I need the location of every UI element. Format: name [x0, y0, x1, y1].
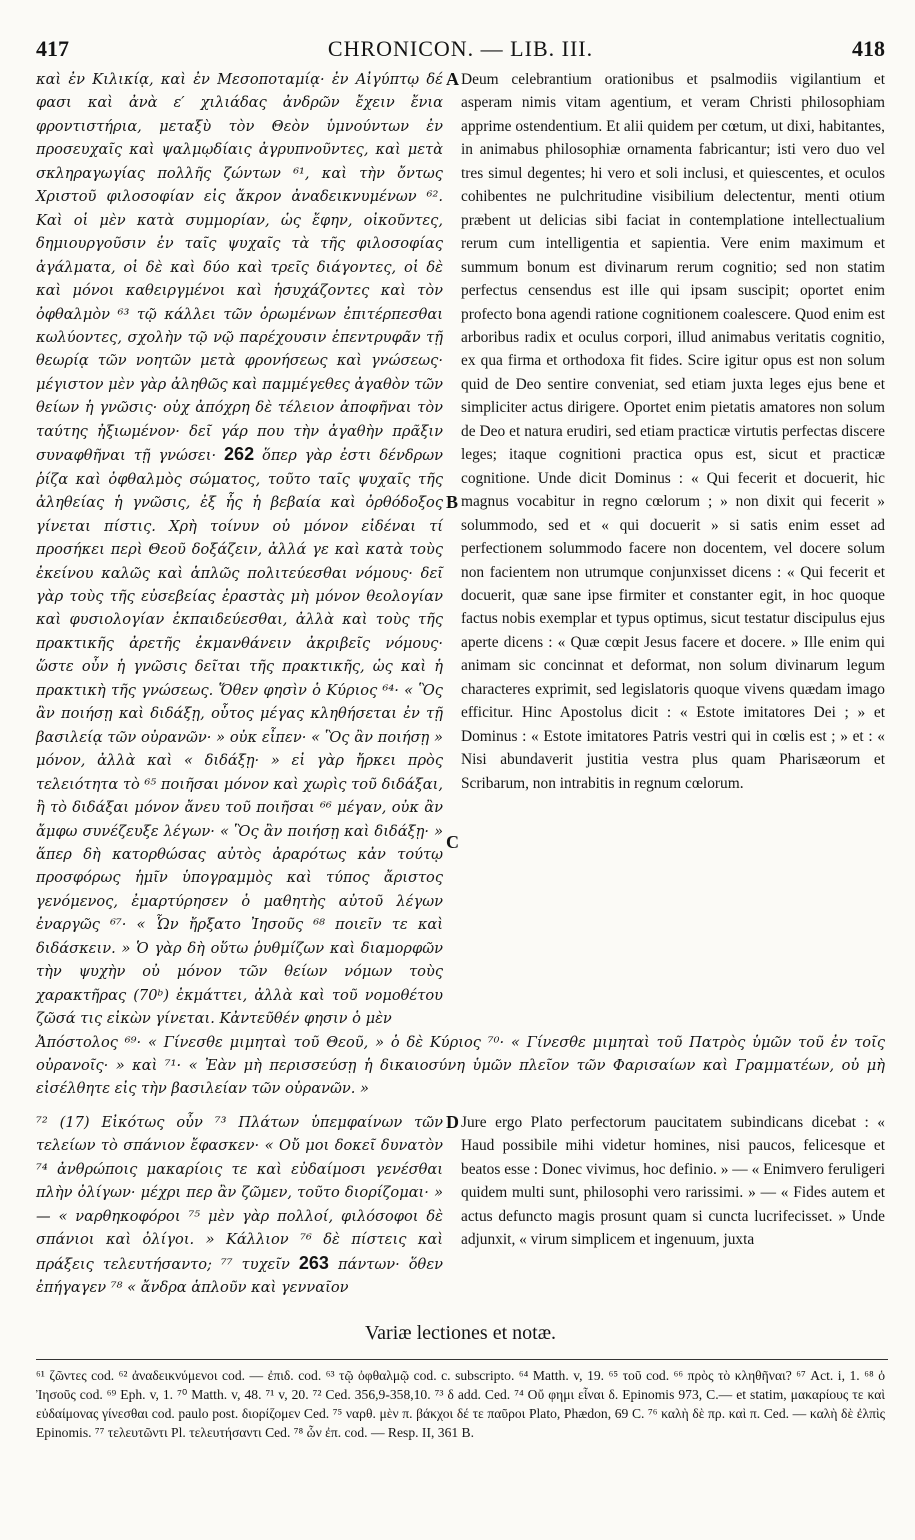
greek-text-b: ὅπερ γὰρ ἐστι δένδρων ῥίζα καὶ ὀφθαλμὸς σώματος, τοῦτο ταῖς ψυχαῖς τῆς ἀληθείας ἡ γνῶσις, ἐξ ἧς ἡ βεβαία καὶ ὀρθόδοξος γίνεται πίστις. Χρὴ τοίνυν οὐ μόνον εἰδέναι τί προσήκει περὶ Θεοῦ δοξάζειν, ἀλλά γε καὶ κατὰ τοὺς ἐκείνου καλῶς καὶ ἁπλῶς πολιτεύεσθαι νόμους· δεῖ γὰρ τοὺς τῆς εὐσεβείας ἐραστὰς μὴ μόνον θεολογίαν καὶ φυσιολογίαν ἐκπαιδεύεσθαι, ἀλλὰ καὶ τοὺς τῆς πρακτικῆς ἀρετῆς ἐκμανθάνειν ἀκριβεῖς νόμους· ὥστε οὖν ἡ γνῶσις δεῖται τῆς πρακτικῆς, ὡς καὶ ἡ πρακτικὴ τῆς γνώσεως. Ὅθεν φησὶν ὁ Κύριος ⁶⁴· « Ὃς ἂν ποιήσῃ καὶ διδάξῃ, οὗτος μέγας κληθήσεται ἐν τῇ βασιλείᾳ τῶν οὐρανῶν· » οὐκ εἶπεν· « Ὃς ἂν ποιήσῃ » μόνον, ἀλλὰ καὶ « διδάξῃ· » εἰ γὰρ ἤρκει πρὸς τελειότητα τὸ ⁶⁵ ποιῆσαι μόνον καὶ χωρὶς τοῦ διδάξαι, ἢ τὸ διδάξαι μόνον ἄνευ τοῦ ποιῆσαι ⁶⁶ μέγαν, οὐκ ἂν ἄμφω συνέζευξε λέγων· « Ὃς ἂν ποιήσῃ καὶ διδάξῃ· » ἅπερ δὴ κατορθώσας αὐτὸς ἀραρότως κἀν τούτῳ προσφόρως ἡμῖν ὑπογραμμὸς καὶ τύπος ἄριστος γενόμενος, ἐμαρτύρησεν ὁ μαθητὴς αὐτοῦ λέγων ἐναργῶς ⁶⁷· « Ὧν ἤρξατο Ἰησοῦς ⁶⁸ ποιεῖν τε καὶ διδάσκειν. » Ὁ γὰρ δὴ οὕτω ῥυθμίζων καὶ διαμορφῶν τὴν ψυχὴν οὐ μόνον τῶν θείων νόμων τοὺς χαρακτῆρας (70ᵇ) ἐκμάττει, ἀλλὰ καὶ τοῦ νομοθέτου ζῶσά τις εἰκὼν γίνεται. Κἀντεῦθέν φησιν ὁ μὲν	[36, 447, 443, 1028]
greek-column-2	[36, 1111, 451, 1300]
section-marker-c: C	[446, 832, 459, 852]
section-marker-d: D	[446, 1111, 459, 1132]
section-marker-b: B	[446, 492, 459, 512]
running-header	[36, 34, 885, 64]
section-marker-a: A	[446, 69, 459, 89]
greek-text-c: ⁷² (17) Εἰκότως οὖν ⁷³ Πλάτων ὑπεμφαίνων τῶν τελείων τὸ σπάνιον ἔφασκεν· « Οὔ μοι δοκεῖ δυνατὸν ⁷⁴ ἀνθρώποις μακαρίοις τε καὶ εὐδαίμοσι γενέσθαι πλὴν ὀλίγων· μέχρι περ ἂν ζῶμεν, τοῦτο διορίζομαι· » — « ναρθηκοφόροι ⁷⁵ μὲν γὰρ πολλοί, φιλόσοφοι δὲ σπάνιοι καὶ ὀλίγοι. » Κάλλιον ⁷⁶ δὲ πίστεις καὶ πράξεις τελευτήσαντο; ⁷⁷ τυχεῖν	[36, 1113, 443, 1273]
latin-column-2	[451, 1111, 885, 1300]
notes-title: Variæ lectiones et notæ.	[364, 1321, 557, 1344]
page-number-right: 418	[852, 36, 885, 61]
running-title: CHRONICON. — LIB. III.	[327, 36, 594, 61]
greek-paragraph	[36, 68, 443, 1031]
footnotes: ⁶¹ ζῶντες cod. ⁶² ἀναδεικνύμενοι cod. — ἐπιδ. cod. ⁶³ τῷ ὀφθαλμῷ cod. c. subscripto. ⁶⁴ Matth. v, 19. ⁶⁵ τοῦ cod. ⁶⁶ πρὸς τὸ κληθῆναι? ⁶⁷ Act. i, 1. ⁶⁸ ὁ Ἰησοῦς cod. ⁶⁹ Eph. v, 1. ⁷⁰ Matth. v, 48. ⁷¹ v, 20. ⁷² Ced. 356,9-358,10. ⁷³ δ add. Ced. ⁷⁴ Οὔ φημι εἶναι δ. Epinomis 973, C.— et statim, μακαρίους τε καὶ εὐδαίμονας γίνεσθαι cod. paulo post. διορίζομεν Ced. ⁷⁵ ναρθ. μὲν π. βάκχοι δέ τε παῦροι Plato, Phædon, 69 C. ⁷⁶ καλὴ δὲ πρ. καὶ π. Ced. — καλὴ δὲ ἐλπὶς Epinomis. ⁷⁷ τελευτῶντι Pl. τελευτήσαντι Ced. ⁷⁸ ὧν ἐπ. cod. — Resp. II, 361 B.	[36, 1367, 885, 1440]
greek-text-a: καὶ ἐν Κιλικίᾳ, καὶ ἐν Μεσοποταμίᾳ· ἐν Αἰγύπτῳ δέ φασι καὶ ἀνὰ ε′ χιλιάδας ἀνδρῶν ἔχειν ἔνια φροντιστήρια, μεταξὺ τὸν Θεὸν ὑμνούντων ἐν προσευχαῖς καὶ ψαλμῳδίαις ἀγρυπνοῦντες, καὶ μετὰ σκληραγωγίας πολλῆς ζώντων ⁶¹, καὶ τὴν ὄντως Χριστοῦ φιλοσοφίαν εἰς ἄκρον ἀναδεικνυμένων ⁶². Καὶ οἱ μὲν κατὰ συμμορίαν, ὡς ἔφην, οἰκοῦντες, δημιουργοῦσιν ἐν ταῖς ψυχαῖς τὰ τῆς φιλοσοφίας ἀγάλματα, οἱ δὲ καὶ δύο καὶ τρεῖς διάγοντες, οἱ δὲ καὶ μόνοι καθειργμένοι καὶ ἡσυχάζοντες καὶ τὸν ὀφθαλμὸν ⁶³ τῷ κάλλει τῶν ὁρωμένων ἐπιτέρπεσθαι κωλύοντες, σχολὴν τῷ νῷ παρέχουσιν ἐπεντρυφᾶν τῇ θεωρίᾳ τῶν νοητῶν μετὰ φρονήσεως καὶ γνώσεως· μέγιστον μὲν γὰρ ἀληθῶς καὶ παμμέγεθες ἀγαθὸν τῶν θείων ἡ γνῶσις· οὐχ ἀπόχρη δὲ τέλειον ἀποφῆναι τὸν ταύτης ἠξιωμένον· δεῖ γάρ που τὴν ἀγαθὴν πρᾶξιν συναφθῆναι τῇ γνώσει·	[36, 71, 443, 465]
latin-paragraph-2: Jure ergo Plato perfectorum paucitatem subindicans dicebat : « Haud possibile mihi videtur homines, nisi paucos, felicesque et beatos esse : Donec vivimus, hoc definio. » — « Enimvero feruligeri quidem multi sunt, philosophi vero rarissimi. » — « Fides autem et actus defuncto magis prosunt quam si cuncta lucrifecisset. » Unde adjunxit, « virum simplicem et ingenuum, juxta	[461, 1113, 885, 1249]
page-number-left: 417	[36, 36, 69, 61]
notes-divider	[36, 1359, 888, 1360]
latin-column	[451, 68, 885, 1031]
greek-text-d: πάντων· ὅθεν ἐπήγαγεν ⁷⁸ « ἄνδρα ἁπλοῦν καὶ γενναῖον	[36, 1255, 444, 1297]
upper-columns	[36, 68, 885, 1031]
greek-column	[36, 68, 451, 1031]
lower-columns	[36, 1111, 885, 1300]
inline-page-number-2: 263	[298, 1252, 329, 1273]
full-width-greek: Ἀπόστολος ⁶⁹· « Γίνεσθε μιμηταὶ τοῦ Θεοῦ, » ὁ δὲ Κύριος ⁷⁰· « Γίνεσθε μιμηταὶ τοῦ Πατρὸς ὑμῶν τοῦ ἐν τοῖς οὐρανοῖς· » καὶ ⁷¹· « Ἐὰν μὴ περισσεύσῃ ἡ δικαιοσύνη ὑμῶν πλεῖον τῶν Φαρισαίων καὶ Γραμματέων, οὐ μὴ εἰσέλθητε εἰς τὴν βασιλείαν τῶν οὐρανῶν. »	[36, 1033, 885, 1098]
inline-page-number: 262	[224, 444, 255, 465]
greek-paragraph-2	[36, 1111, 443, 1300]
latin-paragraph: Deum celebrantium orationibus et psalmodiis vigilantium et asperam nimis vitam agentium, et veram Christi philosophiam apprime ostendentium. Et alii quidem per cœtum, ut dixi, habitantes, in animabus philosophiæ ornamenta fabricantur; isti vero duo vel tres simul degentes; hi vero et soli inclusi, et quiescentes, et oculos cohibentes ne pulchritudine visibilium delectentur, menti otium præbent ut delicias sibi faciat in contemplatione intellectualium rerum cum intelligentia et sapientia. Vere enim maximum et summum bonum est divinarum rerum cognitio; sed non statim perfectus censendus est ille qui ipsam suscipit; oportet enim profecto bona agendi ratione cognitionem coalescere. Quod enim est arboribus radix et oculus corpori, illud animabus veritatis cognitio, ex qua firma et orthodoxa fit fides. Scire igitur opus est non solum quid de Deo sentire conveniat, sed etiam juxta leges ejus bene et simpliciter actus dirigere. Oportet enim pietatis amatores non solum de Deo et natura erudiri, sed etiam practicæ virtutis perfectas discere leges; itaque cognitioni practica opus est, sicut et practicæ cognitione. Unde dicit Dominus : « Qui fecerit et docuerit, hic magnus vocabitur in regno cœlorum ; » non dixit qui fecerit » solummodo, sed et « qui docuerit » si satis enim esset ad perfectionem solummodo facere non docentem, vel docere solum non facientem non utrumque conjunxisset dicens : « Qui fecerit et docuerit, quæ sane ipse firmiter et constanter egit, in hoc quoque factus nobis exemplar et typus optimus, sicut testatur discipulus ejus aperte dicens : « Quæ cœpit Jesus facere et docere. » Ille enim qui animam sic concinnat et deformat, non solum divinarum legum characteres exprimit, sed legislatoris quoque vivens quædam imago efficitur. Hinc Apostolus dicit : « Estote imitatores Dei ; » et Dominus : « Estote imitatores Patris vestri qui in cœlis est ; » et : « Nisi abundaverit justitia vestra plus quam Pharisæorum et Scribarum, non intrabitis in regnum cœlorum.	[461, 71, 885, 792]
